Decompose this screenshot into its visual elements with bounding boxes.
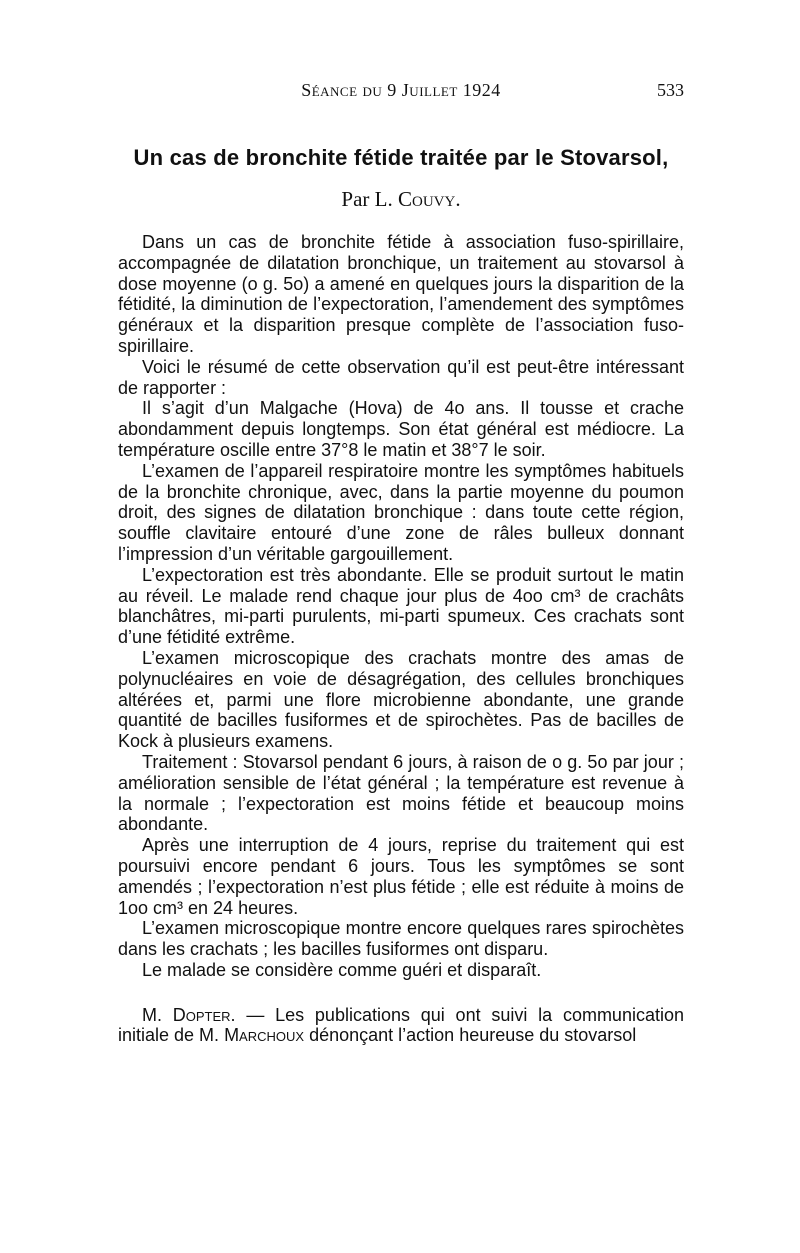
author-name: Couvy. bbox=[397, 187, 461, 211]
paragraph: Traitement : Stovarsol pendant 6 jours, à raison de o g. 5o par jour ; amélioration sensible de l’état général ; la température est revenue à la normale ; l’expectoration est moins fétide et beaucoup moins abondante. bbox=[118, 751, 684, 835]
paragraph: Voici le résumé de cette observation qu’il est peut-être intéressant de rapporter : bbox=[118, 356, 684, 398]
discussion-speaker: M. Dopter. bbox=[142, 1004, 236, 1025]
discussion-text-part2: dénonçant l’action heureuse du stovarsol bbox=[304, 1025, 637, 1046]
section-gap bbox=[118, 981, 684, 1005]
byline bbox=[118, 187, 684, 212]
paragraph: L’expectoration est très abondante. Elle se produit surtout le matin au réveil. Le malade rend chaque jour plus de 4oo cm³ de crachâts blanchâtres, mi-parti purulents, mi-parti spumeux. Ces crachats sont d’une fétidité extrême. bbox=[118, 564, 684, 648]
paragraph: L’examen de l’appareil respiratoire montre les symptômes habituels de la bronchite chronique, avec, dans la partie moyenne du poumon droit, des signes de dilatation bronchique : dans toute cette région, souffle clavitaire entouré d’une zone de râles bulleux donnant l’impression d’un véritable gargouillement. bbox=[118, 460, 684, 564]
paragraph: L’examen microscopique montre encore quelques rares spirochètes dans les crachats ; les bacilles fusiformes ont disparu. bbox=[118, 918, 684, 960]
paragraph: Après une interruption de 4 jours, reprise du traitement qui est poursuivi encore pendant 6 jours. Tous les symptômes se sont amendés ; l’expectoration n’est plus fétide ; elle est réduite à moins de 1oo cm³ en 24 heures. bbox=[118, 835, 684, 918]
paragraph: Il s’agit d’un Malgache (Hova) de 4o ans. Il tousse et crache abondamment depuis longtemps. Son état général est médiocre. La température oscille entre 37°8 le matin et 38°7 le soir. bbox=[118, 398, 684, 460]
discussion-name: Marchoux bbox=[224, 1025, 305, 1046]
page-number: 533 bbox=[657, 80, 684, 100]
discussion-paragraph bbox=[118, 1005, 684, 1047]
article-body bbox=[118, 232, 684, 1046]
paragraph: Le malade se considère comme guéri et disparaît. bbox=[142, 959, 542, 980]
paragraph: Dans un cas de bronchite fétide à association fuso-spirillaire, accompagnée de dilatation bronchique, un traitement au stovarsol à dose moyenne (o g. 5o) a amené en quelques jours la disparition de la fétidité, la diminution de l’expectoration, l’amendement des symptômes généraux et la disparition presque complète de l’association fuso-spirillaire. bbox=[118, 232, 684, 356]
running-title: Séance du 9 Juillet 1924 bbox=[301, 80, 501, 100]
paragraph: L’examen microscopique des crachats montre des amas de polynucléaires en voie de désagrégation, des cellules bronchiques altérées et, parmi une flore microbienne abondante, une grande quantité de bacilles fusiformes et de spirochètes. Pas de bacilles de Kock à plusieurs examens. bbox=[118, 647, 684, 752]
byline-prefix: Par L. bbox=[341, 187, 393, 211]
running-head bbox=[118, 80, 684, 104]
discussion-text-part1: — Les publications qui ont suivi la communication initiale de M. bbox=[118, 1004, 684, 1046]
article-title: Un cas de bronchite fétide traitée par le Stovarsol, bbox=[133, 145, 669, 170]
